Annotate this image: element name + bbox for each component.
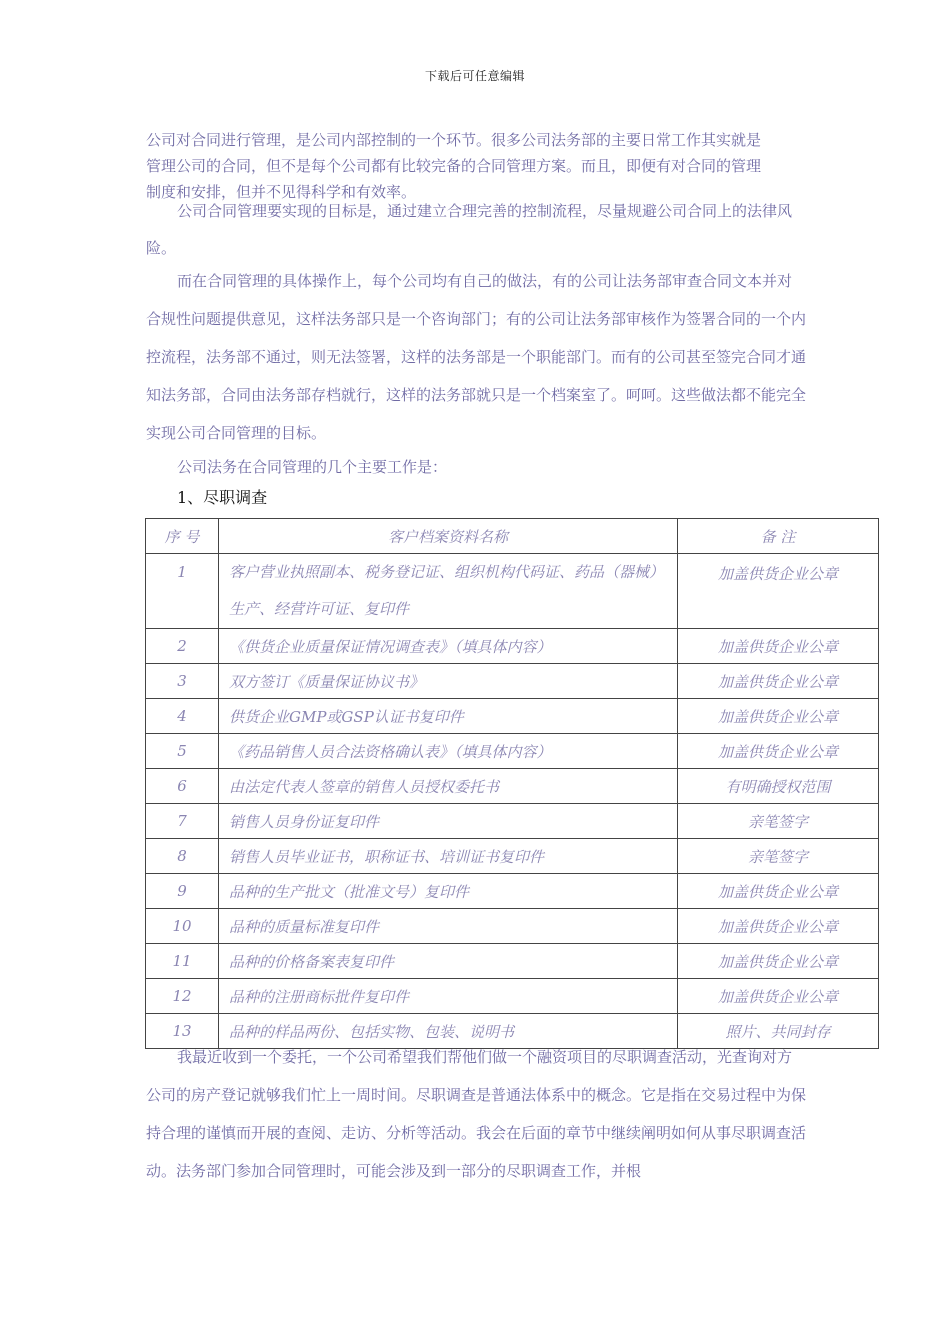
row-name: 双方签订《质量保证协议书》 [219,664,678,699]
row-name: 供货企业GMP或GSP认证书复印件 [219,699,678,734]
table-row [146,769,879,804]
row-name: 由法定代表人签章的销售人员授权委托书 [219,769,678,804]
column-header-note: 备 注 [678,519,879,554]
row-note: 加盖供货企业公章 [678,554,879,629]
row-note: 照片、共同封存 [678,1014,879,1049]
row-note: 加盖供货企业公章 [678,699,879,734]
table-header-row [146,519,879,554]
row-note: 加盖供货企业公章 [678,909,879,944]
table-row [146,734,879,769]
page-header: 下载后可任意编辑 [424,69,525,83]
row-no: 5 [146,734,219,769]
table-row [146,979,879,1014]
row-name: 销售人员身份证复印件 [219,804,678,839]
row-note: 亲笔签字 [678,804,879,839]
intro-line: 制度和安排，但并不见得科学和有效率。 [146,183,417,201]
row-note: 加盖供货企业公章 [678,944,879,979]
row-note: 加盖供货企业公章 [678,979,879,1014]
row-note: 加盖供货企业公章 [678,734,879,769]
row-note: 加盖供货企业公章 [678,874,879,909]
row-name: 销售人员毕业证书，职称证书、培训证书复印件 [219,839,678,874]
row-no: 2 [146,629,219,664]
table-row [146,804,879,839]
row-name: 《药品销售人员合法资格确认表》（填具体内容） [219,734,678,769]
row-no: 6 [146,769,219,804]
row-name: 品种的质量标准复印件 [219,909,678,944]
goal-paragraph: 公司合同管理要实现的目标是，通过建立合理完善的控制流程，尽量规避公司合同上的法律风险。 [146,202,793,257]
table-row [146,664,879,699]
row-no: 12 [146,979,219,1014]
intro-line: 管理公司的合同，但不是每个公司都有比较完备的合同管理方案。而且，即便有对合同的管理 [146,157,762,175]
table-row [146,944,879,979]
row-no: 9 [146,874,219,909]
column-header-name: 客户档案资料名称 [219,519,678,554]
row-note: 亲笔签字 [678,839,879,874]
customer-archive-table [145,518,879,1049]
row-no: 8 [146,839,219,874]
row-name: 品种的注册商标批件复印件 [219,979,678,1014]
row-no: 4 [146,699,219,734]
row-no: 13 [146,1014,219,1049]
practice-paragraph: 而在合同管理的具体操作上，每个公司均有自己的做法，有的公司让法务部审查合同文本并对合规性问题提供意见，这样法务部只是一个咨询部门；有的公司让法务部审核作为签署合同的一个内控流程，法务部不通过，则无法签署，这样的法务部是一个职能部门。而有的公司甚至签完合同才通知法务部，合同由法务部存档就行，这样的法务部就只是一个档案室了。呵呵。这些做法都不能完全实现公司合同管理的目标。 [146,272,807,442]
row-no: 1 [146,554,219,629]
row-no: 3 [146,664,219,699]
table-row [146,629,879,664]
row-no: 11 [146,944,219,979]
section-heading-due-diligence: 1、尽职调查 [177,488,268,507]
intro-line: 公司对合同进行管理，是公司内部控制的一个环节。很多公司法务部的主要日常工作其实就是 [146,131,762,149]
row-no: 7 [146,804,219,839]
row-name: 品种的价格备案表复印件 [219,944,678,979]
row-note: 有明确授权范围 [678,769,879,804]
commission-paragraph: 我最近收到一个委托，一个公司希望我们帮他们做一个融资项目的尽职调查活动，光查询对方公司的房产登记就够我们忙上一周时间。尽职调查是普通法体系中的概念。它是指在交易过程中为保持合理的谨慎而开展的查阅、走访、分析等活动。我会在后面的章节中继续阐明如何从事尽职调查活动。法务部门参加合同管理时，可能会涉及到一部分的尽职调查工作，并根 [146,1048,807,1180]
table-row [146,554,879,629]
row-name: 《供货企业质量保证情况调查表》（填具体内容） [219,629,678,664]
row-name: 品种的生产批文（批准文号）复印件 [219,874,678,909]
row-no: 10 [146,909,219,944]
table-row [146,874,879,909]
column-header-no: 序 号 [146,519,219,554]
row-name: 客户营业执照副本、税务登记证、组织机构代码证、药品（器械）生产、经营许可证、复印件 [219,554,678,629]
table-row [146,699,879,734]
table-row [146,909,879,944]
row-name: 品种的样品两份、包括实物、包装、说明书 [219,1014,678,1049]
main-work-paragraph: 公司法务在合同管理的几个主要工作是： [177,458,448,476]
table-row [146,839,879,874]
row-note: 加盖供货企业公章 [678,664,879,699]
row-note: 加盖供货企业公章 [678,629,879,664]
